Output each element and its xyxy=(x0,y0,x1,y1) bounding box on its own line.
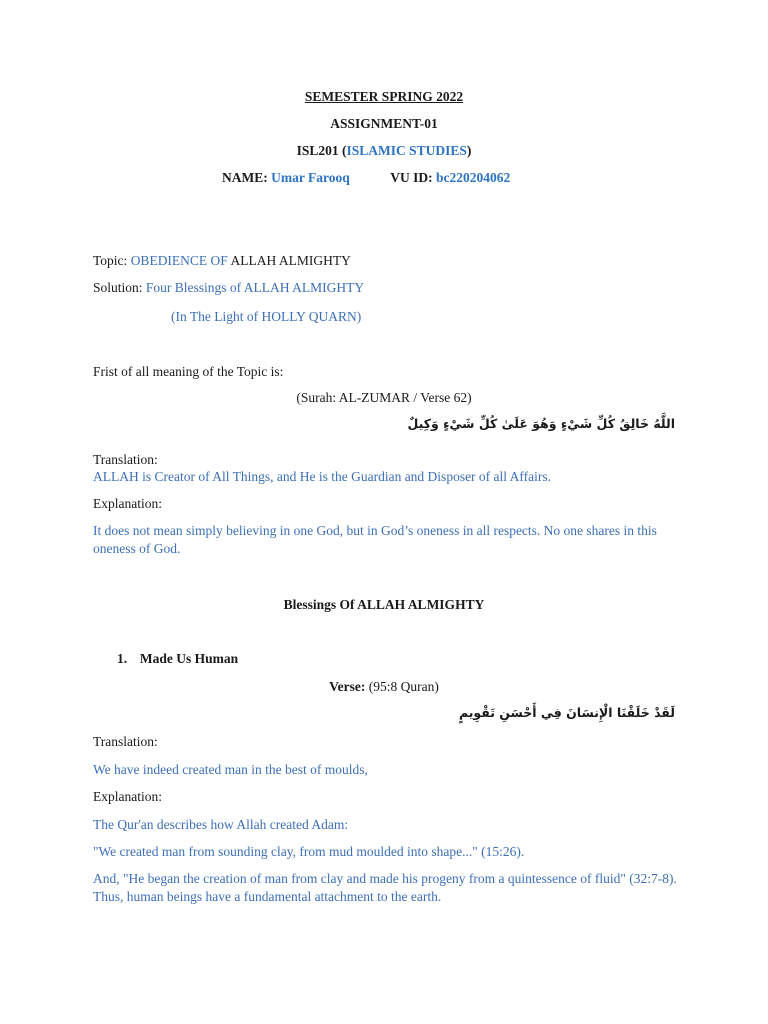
item-explanation-1: The Qur'an describes how Allah created Adam: xyxy=(93,817,349,832)
course-code: ISL201 ( xyxy=(296,143,347,158)
course-line xyxy=(0,142,768,160)
blessing-item-1 xyxy=(117,650,238,668)
solution-label: Solution: xyxy=(93,280,143,295)
topic-part1: OBEDIENCE OF xyxy=(130,253,228,268)
item-explanation-3: And, "He began the creation of man from clay and made his progeny from a quintessence of fluid" (32:7-8). Thus, human beings have a fundamental attachment to the earth. xyxy=(93,871,677,904)
explanation-label: Explanation: xyxy=(93,496,162,511)
translation-label: Translation: xyxy=(93,452,158,467)
semester-title: SEMESTER SPRING 2022 xyxy=(304,89,464,104)
blessings-heading: Blessings Of ALLAH ALMIGHTY xyxy=(283,597,485,612)
item-explanation-2: "We created man from sounding clay, from mud moulded into shape..." (15:26). xyxy=(93,844,525,859)
solution-line xyxy=(93,279,364,297)
item-number: 1. xyxy=(117,651,128,666)
meaning-intro: Frist of all meaning of the Topic is: xyxy=(93,364,284,379)
arabic-verse-tin: لَقَدْ خَلَقْنَا الْإِنسَانَ فِي أَحْسَنِ تَقْوِيمٍ xyxy=(458,705,675,720)
topic-label: Topic: xyxy=(93,253,128,268)
verse-ref: (95:8 Quran) xyxy=(368,679,439,694)
translation-text: ALLAH is Creator of All Things, and He is the Guardian and Disposer of all Affairs. xyxy=(93,469,552,484)
topic-line xyxy=(93,252,351,270)
course-name: ISLAMIC STUDIES xyxy=(346,143,467,158)
surah-reference: (Surah: AL-ZUMAR / Verse 62) xyxy=(296,390,472,405)
item-title: Made Us Human xyxy=(139,651,239,666)
name-value: Umar Farooq xyxy=(271,170,350,185)
name-label: NAME: xyxy=(222,170,268,185)
explanation-text: It does not mean simply believing in one God, but in God’s oneness in all respects. No one shares in this oneness of God. xyxy=(93,523,657,556)
item-explanation-label: Explanation: xyxy=(93,789,162,804)
solution-subtitle: (In The Light of HOLLY QUARN) xyxy=(171,309,362,324)
item-translation-label: Translation: xyxy=(93,734,158,749)
student-line xyxy=(222,169,510,187)
vuid-value: bc220204062 xyxy=(436,170,511,185)
item-translation-text: We have indeed created man in the best of moulds, xyxy=(93,762,368,777)
course-close: ) xyxy=(466,143,472,158)
topic-part2: ALLAH ALMIGHTY xyxy=(230,253,351,268)
verse-line xyxy=(0,678,768,696)
assignment-title: ASSIGNMENT-01 xyxy=(330,116,438,131)
solution-value: Four Blessings of ALLAH ALMIGHTY xyxy=(145,280,365,295)
verse-label: Verse: xyxy=(329,679,366,694)
arabic-verse-zumar: اللَّهُ خَالِقُ كُلِّ شَيْءٍ وَهُوَ عَلَىٰ كُلِّ شَيْءٍ وَكِيلٌ xyxy=(407,416,675,431)
vuid-label: VU ID: xyxy=(390,170,433,185)
